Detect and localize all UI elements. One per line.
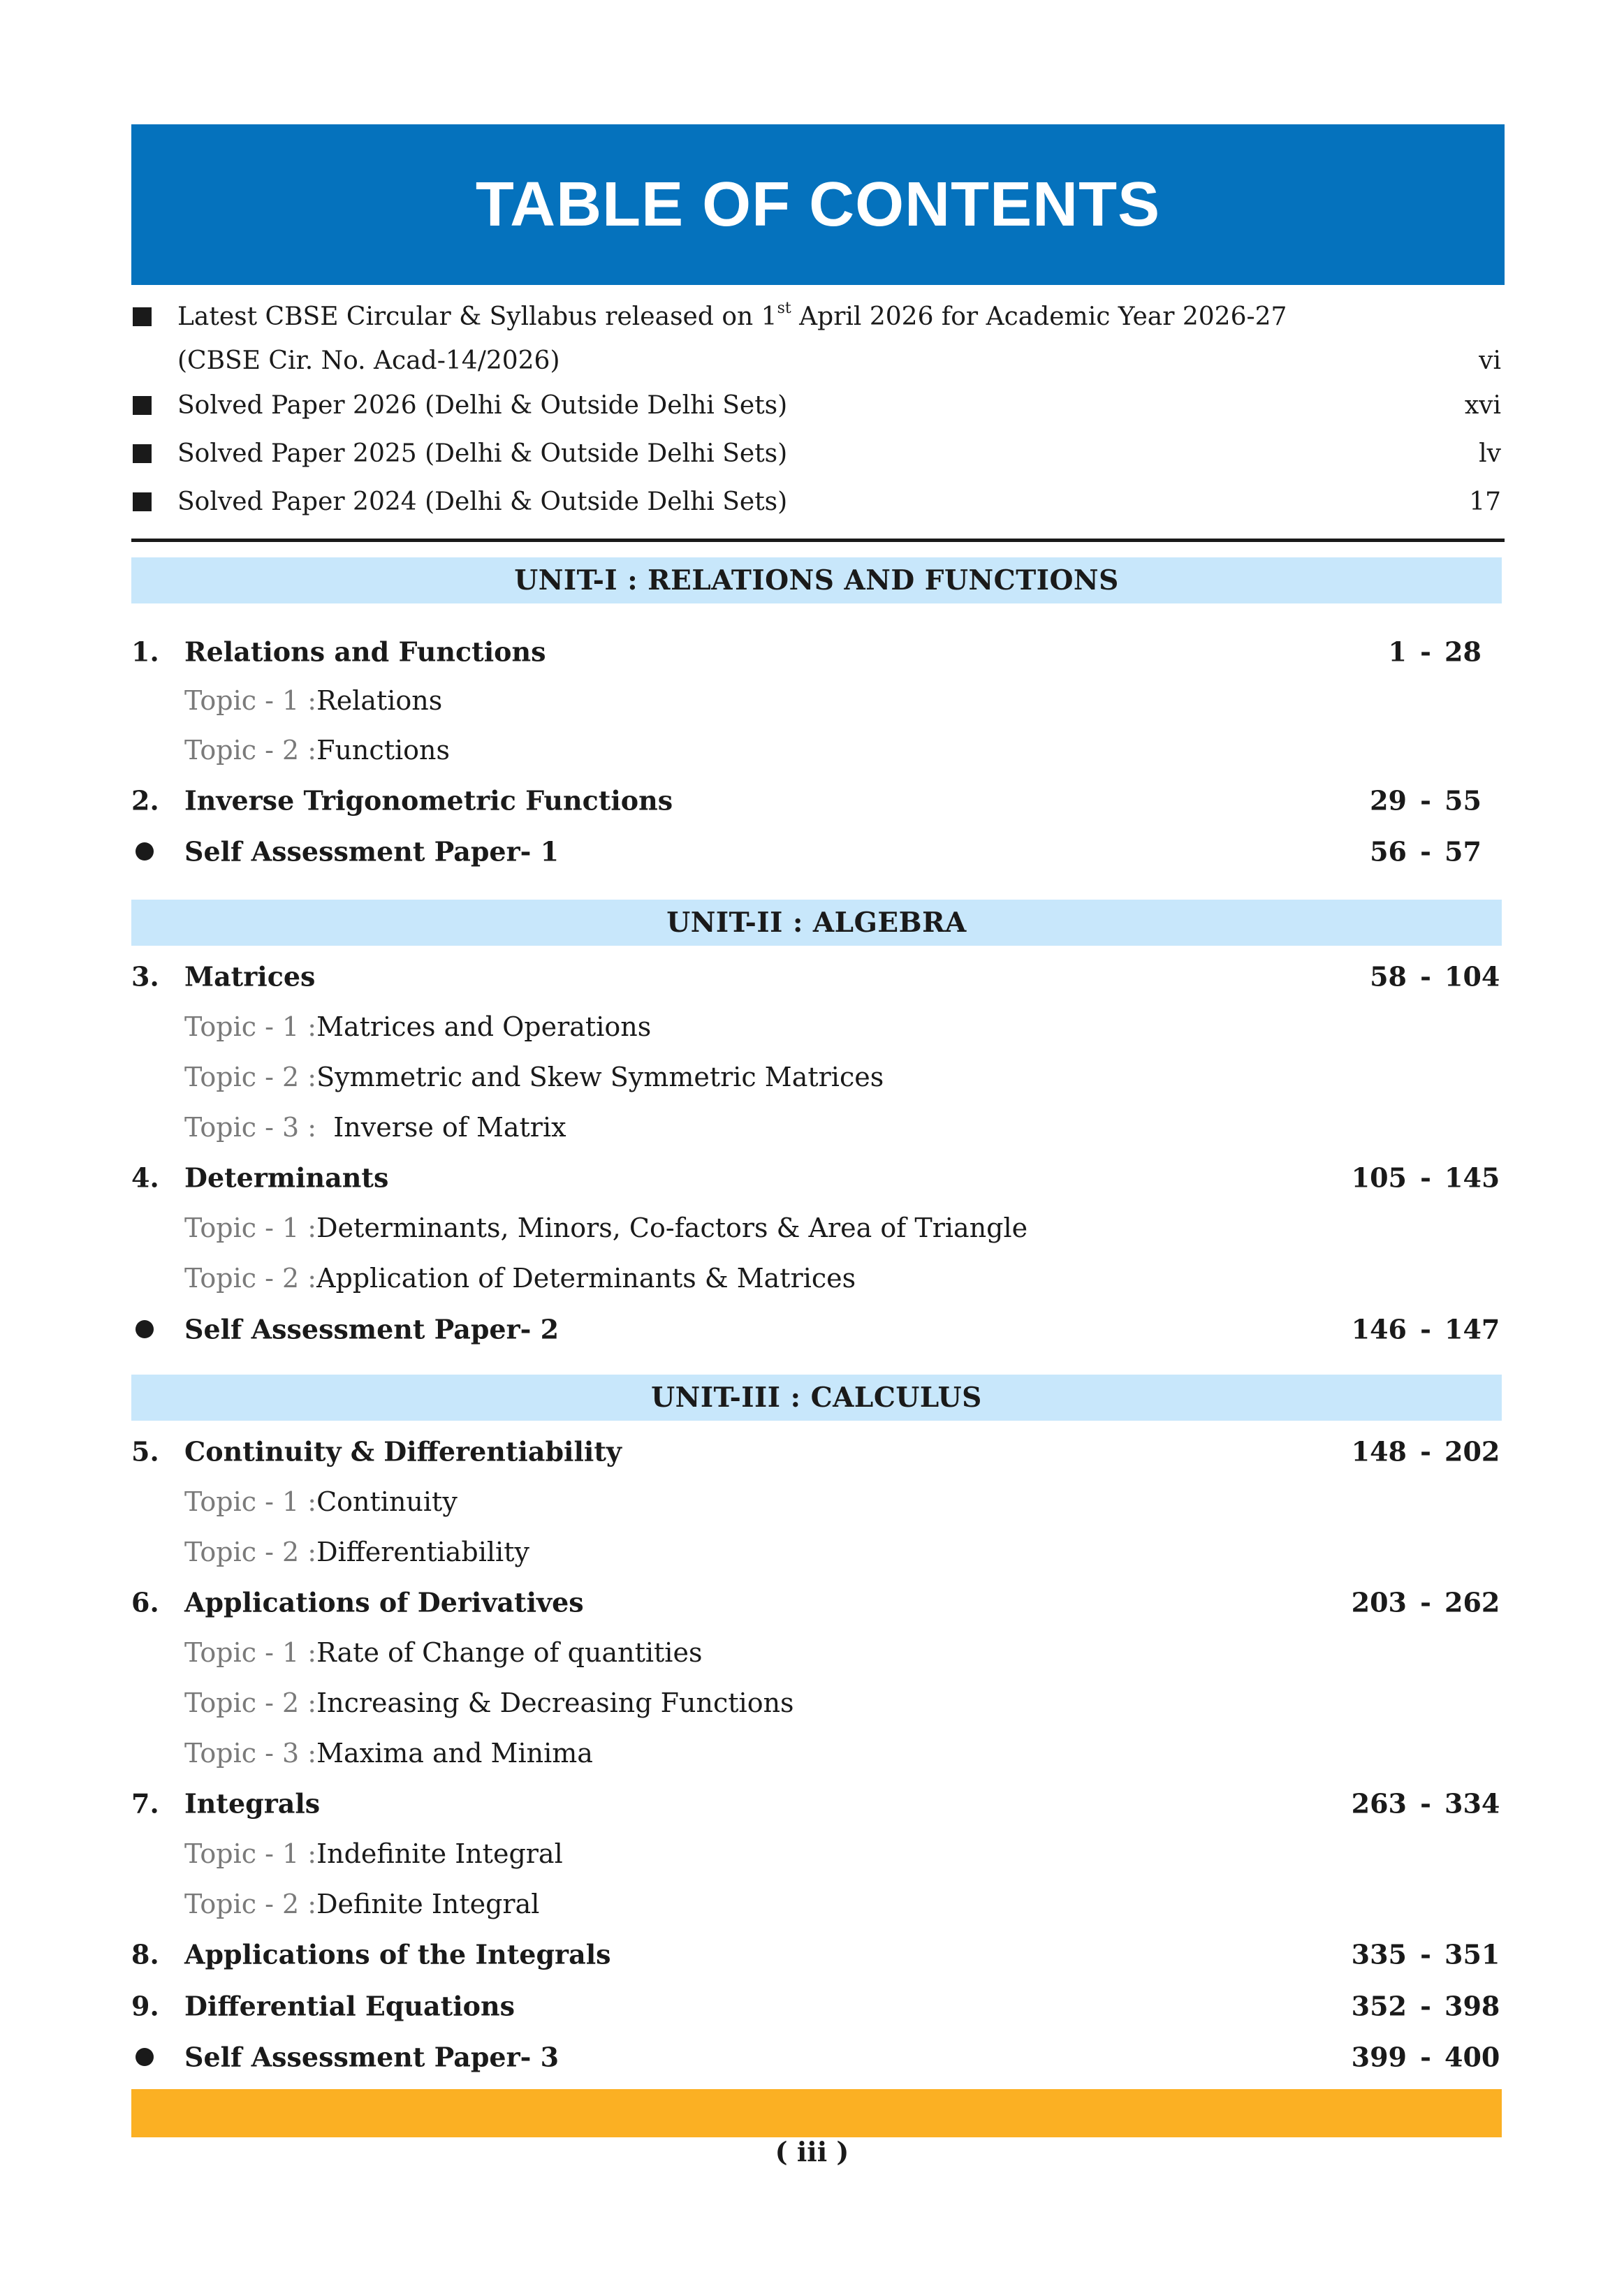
chapter-row[interactable] <box>131 1153 1502 1202</box>
assessment-title: Self Assessment Paper- 3 <box>184 2041 559 2073</box>
chapter-title: Continuity & Differentiability <box>184 1435 622 1467</box>
topic-name: Matrices and Operations <box>316 1011 652 1042</box>
assessment-row[interactable] <box>131 827 1502 876</box>
assessment-pages: 399 - 400 <box>1351 2041 1500 2073</box>
chapter-pages: 58 - 104 <box>1370 960 1500 993</box>
prelim-item[interactable] <box>131 293 1505 339</box>
topic-name: Continuity <box>316 1486 458 1517</box>
topic-row[interactable] <box>184 676 442 725</box>
topic-row[interactable] <box>184 1528 529 1576</box>
chapter-number: 9. <box>131 1990 159 2022</box>
topic-row[interactable] <box>184 1729 593 1778</box>
chapter-number: 4. <box>131 1162 159 1194</box>
topic-name: Maxima and Minima <box>316 1738 593 1769</box>
chapter-number: 7. <box>131 1787 159 1820</box>
chapter-row[interactable] <box>131 627 1502 676</box>
chapter-title: Matrices <box>184 960 316 993</box>
topic-label: Topic - 2 : <box>184 1263 317 1294</box>
topic-name: Inverse of Matrix <box>316 1112 566 1143</box>
page-title: TABLE OF CONTENTS <box>475 169 1161 240</box>
chapter-number: 1. <box>131 636 159 668</box>
topic-row[interactable] <box>184 1477 458 1526</box>
chapter-pages: 352 - 398 <box>1351 1990 1500 2022</box>
round-bullet-icon <box>136 842 154 861</box>
chapter-row[interactable] <box>131 776 1502 825</box>
chapter-title: Applications of the Integrals <box>184 1938 611 1970</box>
chapter-title: Determinants <box>184 1162 389 1194</box>
topic-row[interactable] <box>184 1678 794 1727</box>
square-bullet-icon <box>133 444 152 463</box>
chapter-row[interactable] <box>131 952 1502 1001</box>
chapter-pages: 263 - 334 <box>1351 1787 1500 1820</box>
chapter-pages: 105 - 145 <box>1351 1162 1500 1194</box>
chapter-number: 3. <box>131 960 159 993</box>
topic-name: Application of Determinants & Matrices <box>316 1263 856 1294</box>
topic-label: Topic - 1 : <box>184 1838 317 1869</box>
prelim-page: lv <box>1479 439 1501 468</box>
chapter-number: 2. <box>131 784 159 817</box>
chapter-row[interactable] <box>131 1427 1502 1476</box>
chapter-pages: 1 - 28 <box>1388 636 1482 668</box>
chapter-pages: 335 - 351 <box>1351 1938 1500 1970</box>
page-number: ( iii ) <box>775 2136 849 2167</box>
prelim-item[interactable] <box>131 381 1505 430</box>
topic-label: Topic - 1 : <box>184 1486 317 1517</box>
prelim-page: 17 <box>1469 488 1501 516</box>
prelim-item[interactable] <box>131 478 1505 526</box>
topic-row[interactable] <box>184 1829 563 1878</box>
chapter-row[interactable] <box>131 1779 1502 1828</box>
header-banner <box>131 124 1505 285</box>
chapter-number: 5. <box>131 1435 159 1467</box>
assessment-title: Self Assessment Paper- 1 <box>184 835 559 868</box>
assessment-pages: 56 - 57 <box>1370 835 1482 868</box>
footer-bar <box>131 2089 1502 2137</box>
topic-name: Differentiability <box>316 1537 529 1567</box>
chapter-title: Integrals <box>184 1787 321 1820</box>
chapter-title: Inverse Trigonometric Functions <box>184 784 673 817</box>
topic-row[interactable] <box>184 1628 702 1677</box>
unit-title: UNIT-III : CALCULUS <box>651 1382 982 1414</box>
prelim-page: vi <box>1479 346 1501 375</box>
assessment-row[interactable] <box>131 1305 1502 1354</box>
topic-name: Relations <box>316 685 443 716</box>
chapter-row[interactable] <box>131 1930 1502 1979</box>
chapter-title: Applications of Derivatives <box>184 1586 584 1618</box>
chapter-number: 6. <box>131 1586 159 1618</box>
topic-name: Indefinite Integral <box>316 1838 563 1869</box>
assessment-title: Self Assessment Paper- 2 <box>184 1313 559 1345</box>
prelim-item-text: Latest CBSE Circular & Syllabus released on 1st April 2026 for Academic Year 2026-27 <box>177 299 1287 331</box>
chapter-pages: 148 - 202 <box>1351 1435 1500 1467</box>
topic-label: Topic - 1 : <box>184 685 317 716</box>
chapter-number: 8. <box>131 1938 159 1970</box>
unit-title: UNIT-I : RELATIONS AND FUNCTIONS <box>514 564 1119 596</box>
chapter-title: Relations and Functions <box>184 636 546 668</box>
unit-heading <box>131 900 1502 946</box>
prelim-page: xvi <box>1464 391 1501 420</box>
prelim-item-text: (CBSE Cir. No. Acad-14/2026) <box>177 346 560 375</box>
topic-row[interactable] <box>184 726 450 775</box>
unit-heading <box>131 1375 1502 1421</box>
topic-label: Topic - 3 : <box>184 1738 317 1769</box>
chapter-pages: 203 - 262 <box>1351 1586 1500 1618</box>
prelim-list <box>131 293 1505 526</box>
prelim-item-text: Solved Paper 2025 (Delhi & Outside Delhi Sets) <box>177 439 788 468</box>
unit-title: UNIT-II : ALGEBRA <box>666 907 967 939</box>
chapter-row[interactable] <box>131 1578 1502 1627</box>
topic-name: Rate of Change of quantities <box>316 1637 703 1668</box>
topic-label: Topic - 2 : <box>184 1537 317 1567</box>
unit-heading <box>131 557 1502 603</box>
prelim-item-text: Solved Paper 2026 (Delhi & Outside Delhi Sets) <box>177 391 788 420</box>
square-bullet-icon <box>133 307 152 326</box>
topic-name: Definite Integral <box>316 1889 540 1919</box>
topic-label: Topic - 2 : <box>184 735 317 766</box>
topic-name: Functions <box>316 735 450 766</box>
topic-label: Topic - 1 : <box>184 1637 317 1668</box>
topic-row[interactable] <box>184 1053 884 1101</box>
topic-label: Topic - 2 : <box>184 1062 317 1092</box>
topic-name: Increasing & Decreasing Functions <box>316 1688 794 1718</box>
chapter-row[interactable] <box>131 1982 1502 2030</box>
square-bullet-icon <box>133 492 152 511</box>
topic-name: Symmetric and Skew Symmetric Matrices <box>316 1062 884 1092</box>
round-bullet-icon <box>136 2048 154 2066</box>
chapter-title: Differential Equations <box>184 1990 515 2022</box>
topic-label: Topic - 1 : <box>184 1213 317 1243</box>
prelim-item-line2[interactable] <box>131 339 1505 381</box>
assessment-pages: 146 - 147 <box>1351 1313 1500 1345</box>
topic-label: Topic - 1 : <box>184 1011 317 1042</box>
topic-row[interactable] <box>184 1880 539 1928</box>
assessment-row[interactable] <box>131 2033 1502 2081</box>
topic-name: Determinants, Minors, Co-factors & Area of Triangle <box>316 1213 1028 1243</box>
superscript: st <box>777 299 791 317</box>
topic-row[interactable] <box>184 1254 856 1303</box>
round-bullet-icon <box>136 1320 154 1338</box>
topic-label: Topic - 2 : <box>184 1889 317 1919</box>
topic-row[interactable] <box>184 1203 1027 1252</box>
prelim-item-text: Solved Paper 2024 (Delhi & Outside Delhi Sets) <box>177 488 788 516</box>
square-bullet-icon <box>133 396 152 415</box>
chapter-pages: 29 - 55 <box>1370 784 1482 817</box>
topic-row[interactable] <box>184 1002 651 1051</box>
prelim-item[interactable] <box>131 430 1505 478</box>
divider <box>131 539 1505 542</box>
topic-row[interactable] <box>184 1103 566 1152</box>
topic-label: Topic - 2 : <box>184 1688 317 1718</box>
topic-label: Topic - 3 : <box>184 1112 317 1143</box>
